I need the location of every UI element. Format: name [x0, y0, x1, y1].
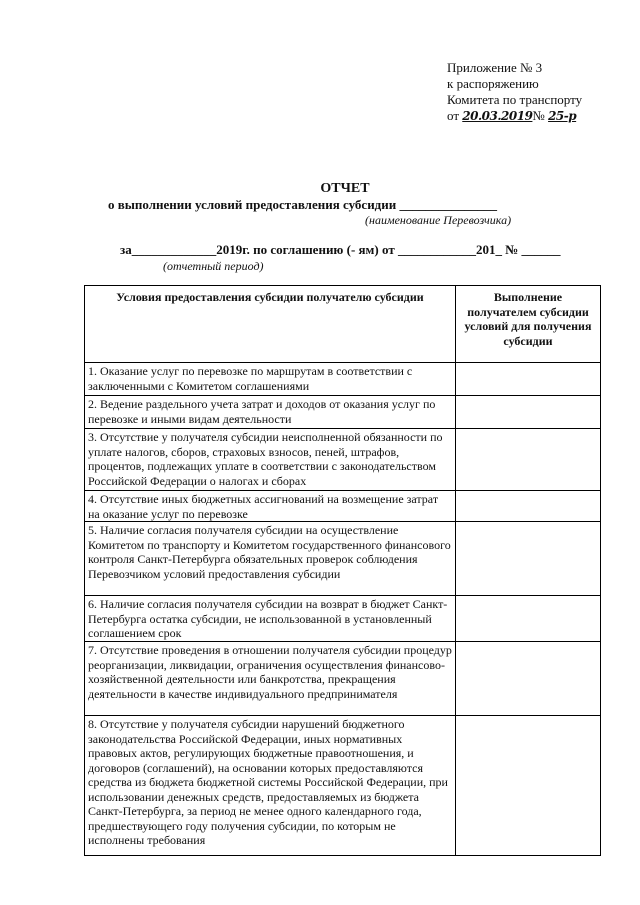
handwritten-number: 25-р: [548, 109, 577, 123]
execution-cell[interactable]: [456, 596, 601, 642]
appendix-date-line: [447, 108, 582, 124]
table-row: [85, 596, 601, 642]
appendix-line-1: Приложение № 3: [447, 60, 543, 75]
condition-cell: 6. Наличие согласия получателя субсидии на возврат в бюджет Санкт-Петербурга остатка субсидии, не использованной в установленный соглашением срок: [85, 596, 456, 642]
appendix-line-3: Комитета по транспорту: [447, 92, 583, 107]
table-row: [85, 642, 601, 716]
report-subtitle: о выполнении условий предоставления субсидии _______________: [108, 197, 497, 212]
report-title: ОТЧЕТ: [320, 181, 370, 196]
conditions-table: [84, 285, 601, 856]
header-execution: Выполнение получателем субсидии условий для получения субсидии: [456, 286, 601, 363]
table-row: [85, 363, 601, 396]
table-row: [85, 396, 601, 429]
header-conditions: Условия предоставления субсидии получателю субсидии: [85, 286, 456, 363]
period-note: (отчетный период): [163, 259, 264, 273]
execution-cell[interactable]: [456, 642, 601, 716]
condition-cell: 8. Отсутствие у получателя субсидии нарушений бюджетного законодательства Российской Федерации, иных нормативных правовых актов, регулирующих бюджетные правоотношения, и договоров (соглашений), на основании которых предоставляются средства из бюджета бюджетной системы Российской Федерации, при использовании денежных средств, предоставляемых из бюджета Санкт-Петербурга, за период не менее одного календарного года, предшествующего году получения субсидии, по которым не исполнены требования: [85, 716, 456, 856]
condition-cell: 5. Наличие согласия получателя субсидии на осуществление Комитетом по транспорту и Комитетом государственного финансового контроля Санкт-Петербурга обязательных проверок соблюдения Перевозчиком условий предоставления субсидии: [85, 522, 456, 596]
table-row: [85, 522, 601, 596]
execution-cell[interactable]: [456, 396, 601, 429]
table-row: [85, 429, 601, 491]
table-header-row: [85, 286, 601, 363]
period-line: за_____________2019г. по соглашению (- ям) от ____________201_ № ______: [120, 242, 561, 257]
condition-cell: 2. Ведение раздельного учета затрат и доходов от оказания услуг по перевозке и иными видам деятельности: [85, 396, 456, 429]
number-prefix: №: [532, 108, 545, 123]
appendix-block: [447, 60, 582, 124]
execution-cell[interactable]: [456, 716, 601, 856]
table-row: [85, 716, 601, 856]
condition-cell: 7. Отсутствие проведения в отношении получателя субсидии процедур реорганизации, ликвидации, ограничения осуществления финансово-хозяйственной деятельности или банкротства, прекращения деятельности в качестве индивидуального предпринимателя: [85, 642, 456, 716]
execution-cell[interactable]: [456, 491, 601, 522]
execution-cell[interactable]: [456, 522, 601, 596]
execution-cell[interactable]: [456, 429, 601, 491]
carrier-name-note: (наименование Перевозчика): [365, 213, 512, 227]
appendix-line-2: к распоряжению: [447, 76, 539, 91]
handwritten-date: 20.03.2019: [462, 109, 533, 123]
condition-cell: 1. Оказание услуг по перевозке по маршрутам в соответствии с заключенными с Комитетом соглашениями: [85, 363, 456, 396]
date-prefix: от: [447, 108, 460, 123]
condition-cell: 3. Отсутствие у получателя субсидии неисполненной обязанности по уплате налогов, сборов, страховых взносов, пеней, штрафов, процентов, подлежащих уплате в соответствии с законодательством Российской Федерации о налогах и сборах: [85, 429, 456, 491]
execution-cell[interactable]: [456, 363, 601, 396]
table-row: [85, 491, 601, 522]
condition-cell: 4. Отсутствие иных бюджетных ассигнований на возмещение затрат на оказание услуг по перевозке: [85, 491, 456, 522]
